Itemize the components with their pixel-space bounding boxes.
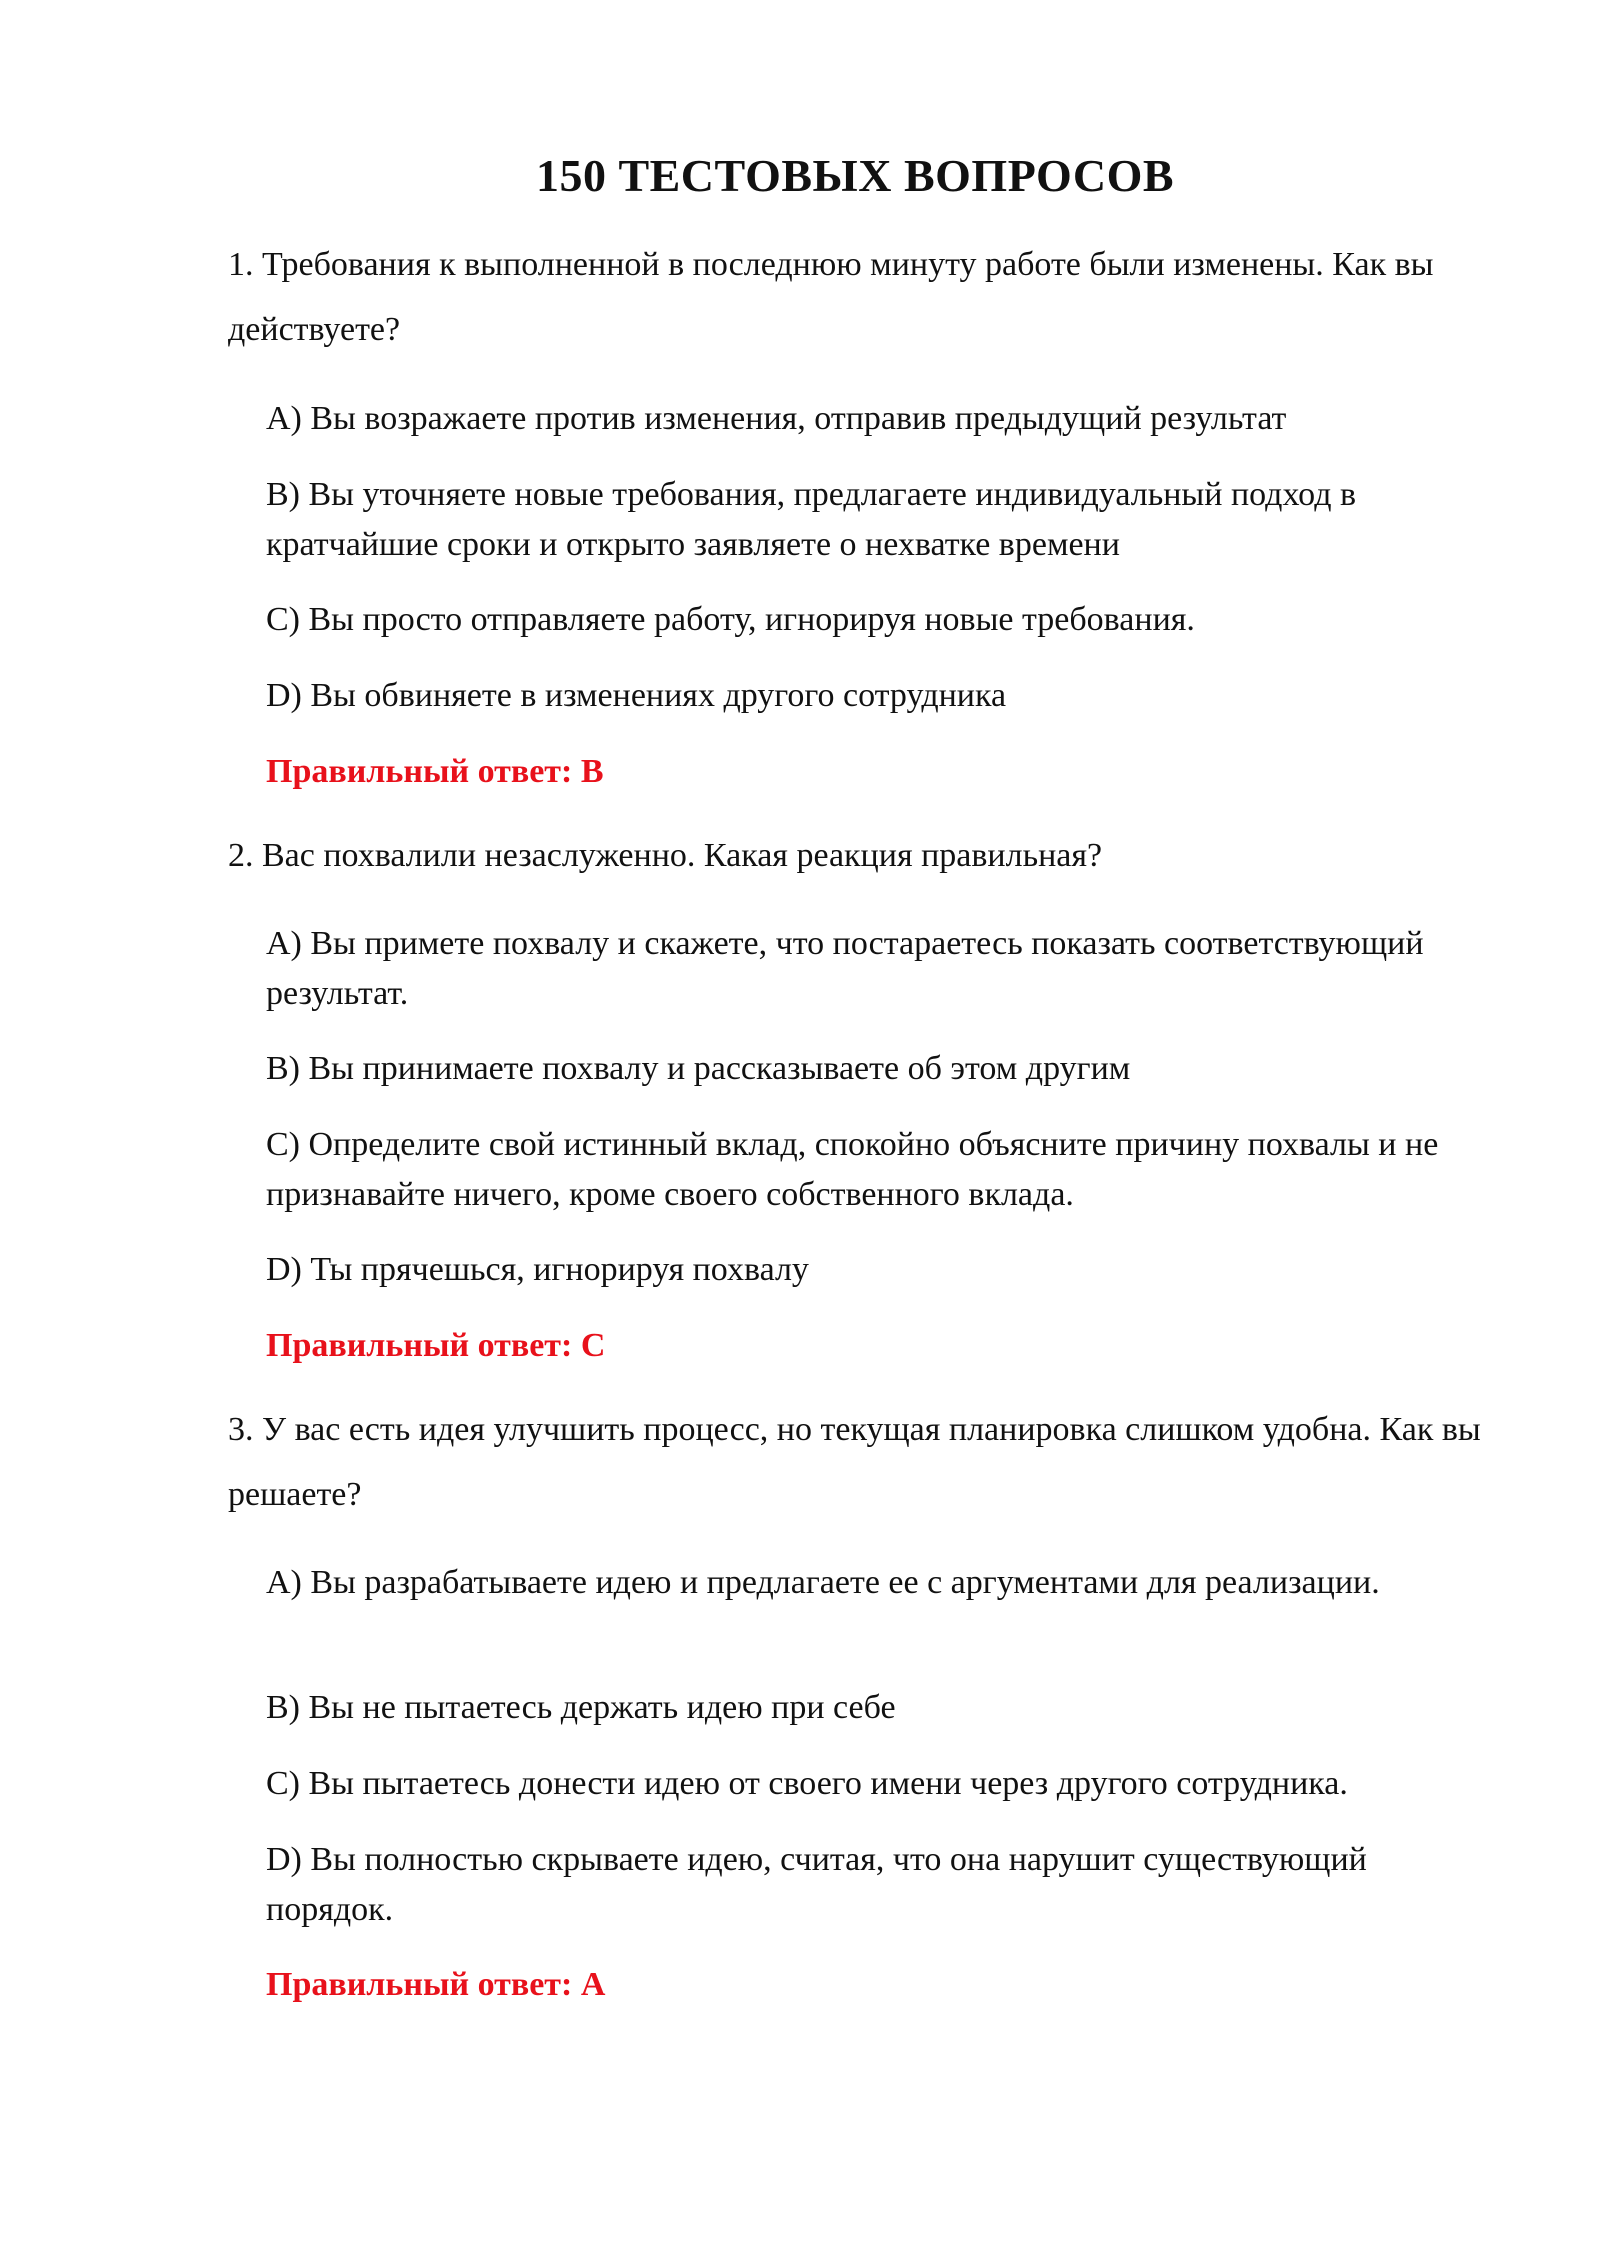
question-3-text: 3. У вас есть идея улучшить процесс, но текущая планировка слишком удобна. Как вы решаете? xyxy=(228,1411,1481,1513)
question-3-option-c: C) Вы пытаетесь донести идею от своего имени через другого сотрудника. xyxy=(266,1765,1348,1802)
document-title: 150 ТЕСТОВЫХ ВОПРОСОВ xyxy=(535,150,1175,201)
question-2-option-d: D) Ты прячешься, игнорируя похвалу xyxy=(266,1251,809,1288)
question-1-correct-answer: Правильный ответ: B xyxy=(266,753,604,790)
question-1-option-a: A) Вы возражаете против изменения, отправив предыдущий результат xyxy=(266,400,1287,437)
question-3-correct-answer: Правильный ответ: A xyxy=(266,1966,606,2003)
question-2-option-b: B) Вы принимаете похвалу и рассказываете об этом другим xyxy=(266,1050,1131,1087)
question-2-text: 2. Вас похвалили незаслуженно. Какая реакция правильная? xyxy=(228,837,1103,874)
question-3-option-d: D) Вы полностью скрываете идею, считая, что она нарушит существующий порядок. xyxy=(266,1841,1367,1928)
question-3-option-a: A) Вы разрабатываете идею и предлагаете ее с аргументами для реализации. xyxy=(266,1564,1380,1601)
question-1-option-c: C) Вы просто отправляете работу, игнорируя новые требования. xyxy=(266,601,1195,638)
question-1-text: 1. Требования к выполненной в последнюю минуту работе были изменены. Как вы действуете? xyxy=(228,246,1434,348)
question-2-option-c: C) Определите свой истинный вклад, спокойно объясните причину похвалы и не признавайте ничего, кроме своего собственного вклада. xyxy=(266,1126,1439,1213)
question-2-correct-answer: Правильный ответ: C xyxy=(266,1327,606,1364)
question-2-option-a: A) Вы примете похвалу и скажете, что постараетесь показать соответствующий результат. xyxy=(266,925,1424,1012)
question-1-option-b: B) Вы уточняете новые требования, предлагаете индивидуальный подход в кратчайшие сроки и открыто заявляете о нехватке времени xyxy=(266,476,1357,563)
question-1-option-d: D) Вы обвиняете в изменениях другого сотрудника xyxy=(266,677,1007,714)
question-3-option-b: B) Вы не пытаетесь держать идею при себе xyxy=(266,1689,896,1726)
